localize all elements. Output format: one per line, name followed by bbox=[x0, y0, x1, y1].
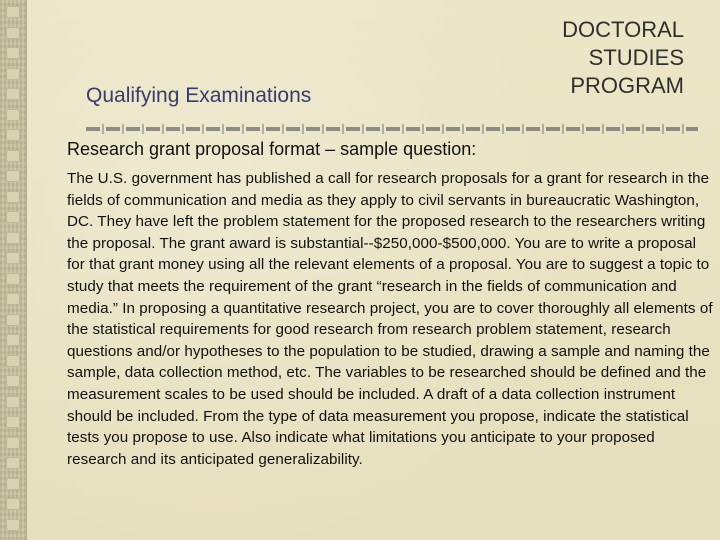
binding-ring bbox=[6, 170, 20, 182]
binding-ring bbox=[6, 129, 20, 141]
binding-ring bbox=[6, 334, 20, 346]
binding-ring bbox=[6, 416, 20, 428]
binding-ring bbox=[6, 109, 20, 121]
binding-ring bbox=[6, 498, 20, 510]
binding-ring bbox=[6, 27, 20, 39]
binding-ring bbox=[6, 396, 20, 408]
question-title: Research grant proposal format – sample question: bbox=[67, 139, 477, 159]
binding-ring bbox=[6, 519, 20, 531]
binding-ring bbox=[6, 478, 20, 490]
slide-subtitle: Qualifying Examinations bbox=[86, 84, 312, 107]
binding-ring bbox=[6, 88, 20, 100]
binding-ring bbox=[6, 6, 20, 18]
binding-ring bbox=[6, 47, 20, 59]
decorative-binding-strip bbox=[0, 0, 27, 540]
binding-ring bbox=[6, 293, 20, 305]
binding-ring bbox=[6, 314, 20, 326]
binding-ring bbox=[6, 150, 20, 162]
question-body: The U.S. government has published a call for research proposals for a grant for research in the fields of communication and media as they apply to civil servants in bureaucratic Washington, DC. They have left the problem statement for the proposed research to the researchers writing the proposal. The grant award is substantial--$250,000-$500,000. You are to write a proposal for that grant money using all the relevant elements of a proposal. You are to suggest a topic to study that meets the requirement of the grant “research in the fields of communication and media.” In proposing a quantitative research project, you are to cover thoroughly all elements of the statistical requirements for good research from research problem statement, research questions and/or hypotheses to the population to be studied, drawing a sample and naming the sample, data collection method, etc. The variables to be researched should be defined and the measurement scales to be used should be included. A draft of a data collection instrument should be included. From the type of data measurement you propose, indicate the statistical tests you propose to use. Also indicate what limitations you anticipate to your proposed research and its anticipated generalizability. bbox=[67, 170, 713, 468]
binding-ring bbox=[6, 232, 20, 244]
binding-ring bbox=[6, 68, 20, 80]
binding-ring bbox=[6, 375, 20, 387]
binding-ring bbox=[6, 252, 20, 264]
binding-ring bbox=[6, 437, 20, 449]
program-title-line: STUDIES bbox=[588, 45, 684, 70]
program-title-line: DOCTORAL bbox=[562, 17, 684, 42]
binding-ring bbox=[6, 211, 20, 223]
dashed-divider bbox=[86, 127, 698, 131]
binding-ring bbox=[6, 191, 20, 203]
binding-ring bbox=[6, 355, 20, 367]
binding-ring bbox=[6, 457, 20, 469]
program-title bbox=[464, 16, 684, 100]
program-title-line: PROGRAM bbox=[570, 73, 684, 98]
binding-ring bbox=[6, 273, 20, 285]
